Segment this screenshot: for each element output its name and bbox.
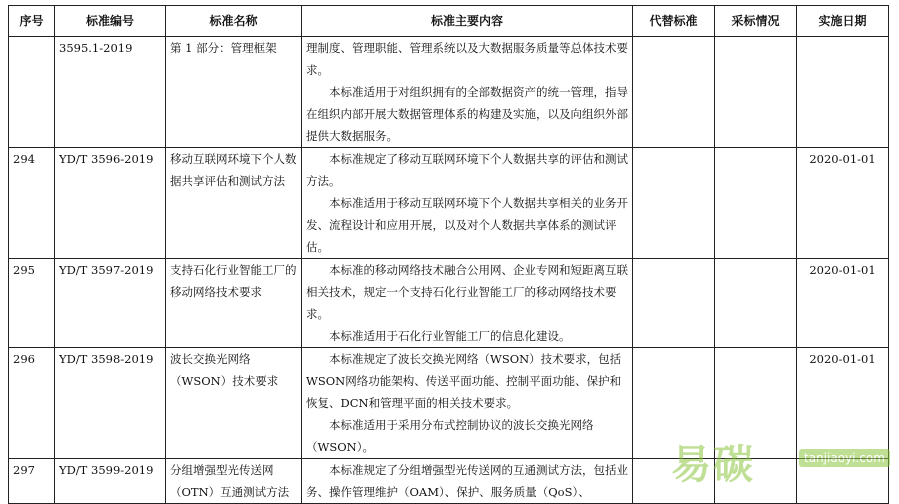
cell-no: [9, 37, 55, 148]
table-row: [9, 148, 889, 259]
cell-date: 2020-01-01: [797, 348, 889, 459]
cell-date: [797, 37, 889, 148]
header-adopt: 采标情况: [715, 6, 797, 37]
cell-code: YD/T 3597-2019: [55, 259, 166, 348]
standards-table: [8, 5, 889, 504]
cell-name: 移动互联网环境下个人数据共享评估和测试方法: [166, 148, 302, 259]
cell-name: 第 1 部分：管理框架: [166, 37, 302, 148]
header-code: 标准编号: [55, 6, 166, 37]
header-content: 标准主要内容: [302, 6, 633, 37]
cell-replace: [633, 259, 715, 348]
content-paragraph: 本标准规定了移动互联网环境下个人数据共享的评估和测试方法。: [306, 152, 628, 188]
cell-code: YD/T 3599-2019: [55, 459, 166, 504]
cell-adopt: [715, 348, 797, 459]
cell-content: [302, 348, 633, 459]
header-row: [9, 6, 889, 37]
cell-adopt: [715, 259, 797, 348]
cell-code: YD/T 3596-2019: [55, 148, 166, 259]
watermark-text: 易碳: [671, 442, 755, 488]
table-row: [9, 459, 889, 504]
header-replace: 代替标准: [633, 6, 715, 37]
cell-replace: [633, 37, 715, 148]
cell-no: 296: [9, 348, 55, 459]
content-paragraph: 本标准适用于移动互联网环境下个人数据共享相关的业务开发、流程设计和应用开展，以及对个人数据共享体系的测试评估。: [306, 196, 628, 254]
cell-name: 波长交换光网络（WSON）技术要求: [166, 348, 302, 459]
cell-no: 297: [9, 459, 55, 504]
table-row: [9, 259, 889, 348]
content-paragraph: 本标准适用于采用分布式控制协议的波长交换光网络（WSON）。: [306, 418, 594, 454]
content-paragraph: 理制度、管理职能、管理系统以及大数据服务质量等总体技术要求。: [306, 41, 628, 77]
header-no: 序号: [9, 6, 55, 37]
content-paragraph: 本标准适用于石化行业智能工厂的信息化建设。: [329, 329, 571, 343]
content-paragraph: 本标准规定了分组增强型光传送网的互通测试方法，包括业务、操作管理维护（OAM）、保护、服务质量（QoS）、: [306, 463, 628, 499]
cell-adopt: [715, 148, 797, 259]
cell-code: 3595.1-2019: [55, 37, 166, 148]
cell-replace: [633, 148, 715, 259]
cell-date: [797, 459, 889, 504]
cell-content: [302, 148, 633, 259]
cell-replace: [633, 348, 715, 459]
header-name: 标准名称: [166, 6, 302, 37]
cell-name: 支持石化行业智能工厂的移动网络技术要求: [166, 259, 302, 348]
header-date: 实施日期: [797, 6, 889, 37]
table-row: [9, 37, 889, 148]
cell-adopt: [715, 37, 797, 148]
cell-content: [302, 37, 633, 148]
cell-code: YD/T 3598-2019: [55, 348, 166, 459]
content-paragraph: 本标准的移动网络技术融合公用网、企业专网和短距离互联相关技术，规定一个支持石化行业智能工厂的移动网络技术要求。: [306, 263, 628, 321]
cell-replace: [633, 459, 715, 504]
cell-content: [302, 259, 633, 348]
content-paragraph: 本标准适用于对组织拥有的全部数据资产的统一管理，指导在组织内部开展大数据管理体系的构建及实施，以及向组织外部提供大数据服务。: [306, 85, 628, 143]
content-paragraph: 本标准规定了波长交换光网络（WSON）技术要求，包括WSON网络功能架构、传送平面功能、控制平面功能、保护和恢复、DCN和管理平面的相关技术要求。: [306, 352, 622, 410]
watermark-url: tanjiaoyi.com: [799, 449, 890, 467]
table-row: [9, 348, 889, 459]
cell-adopt: [715, 459, 797, 504]
cell-content: [302, 459, 633, 504]
cell-date: 2020-01-01: [797, 259, 889, 348]
cell-no: 295: [9, 259, 55, 348]
cell-date: 2020-01-01: [797, 148, 889, 259]
cell-name: 分组增强型光传送网（OTN）互通测试方法: [166, 459, 302, 504]
cell-no: 294: [9, 148, 55, 259]
